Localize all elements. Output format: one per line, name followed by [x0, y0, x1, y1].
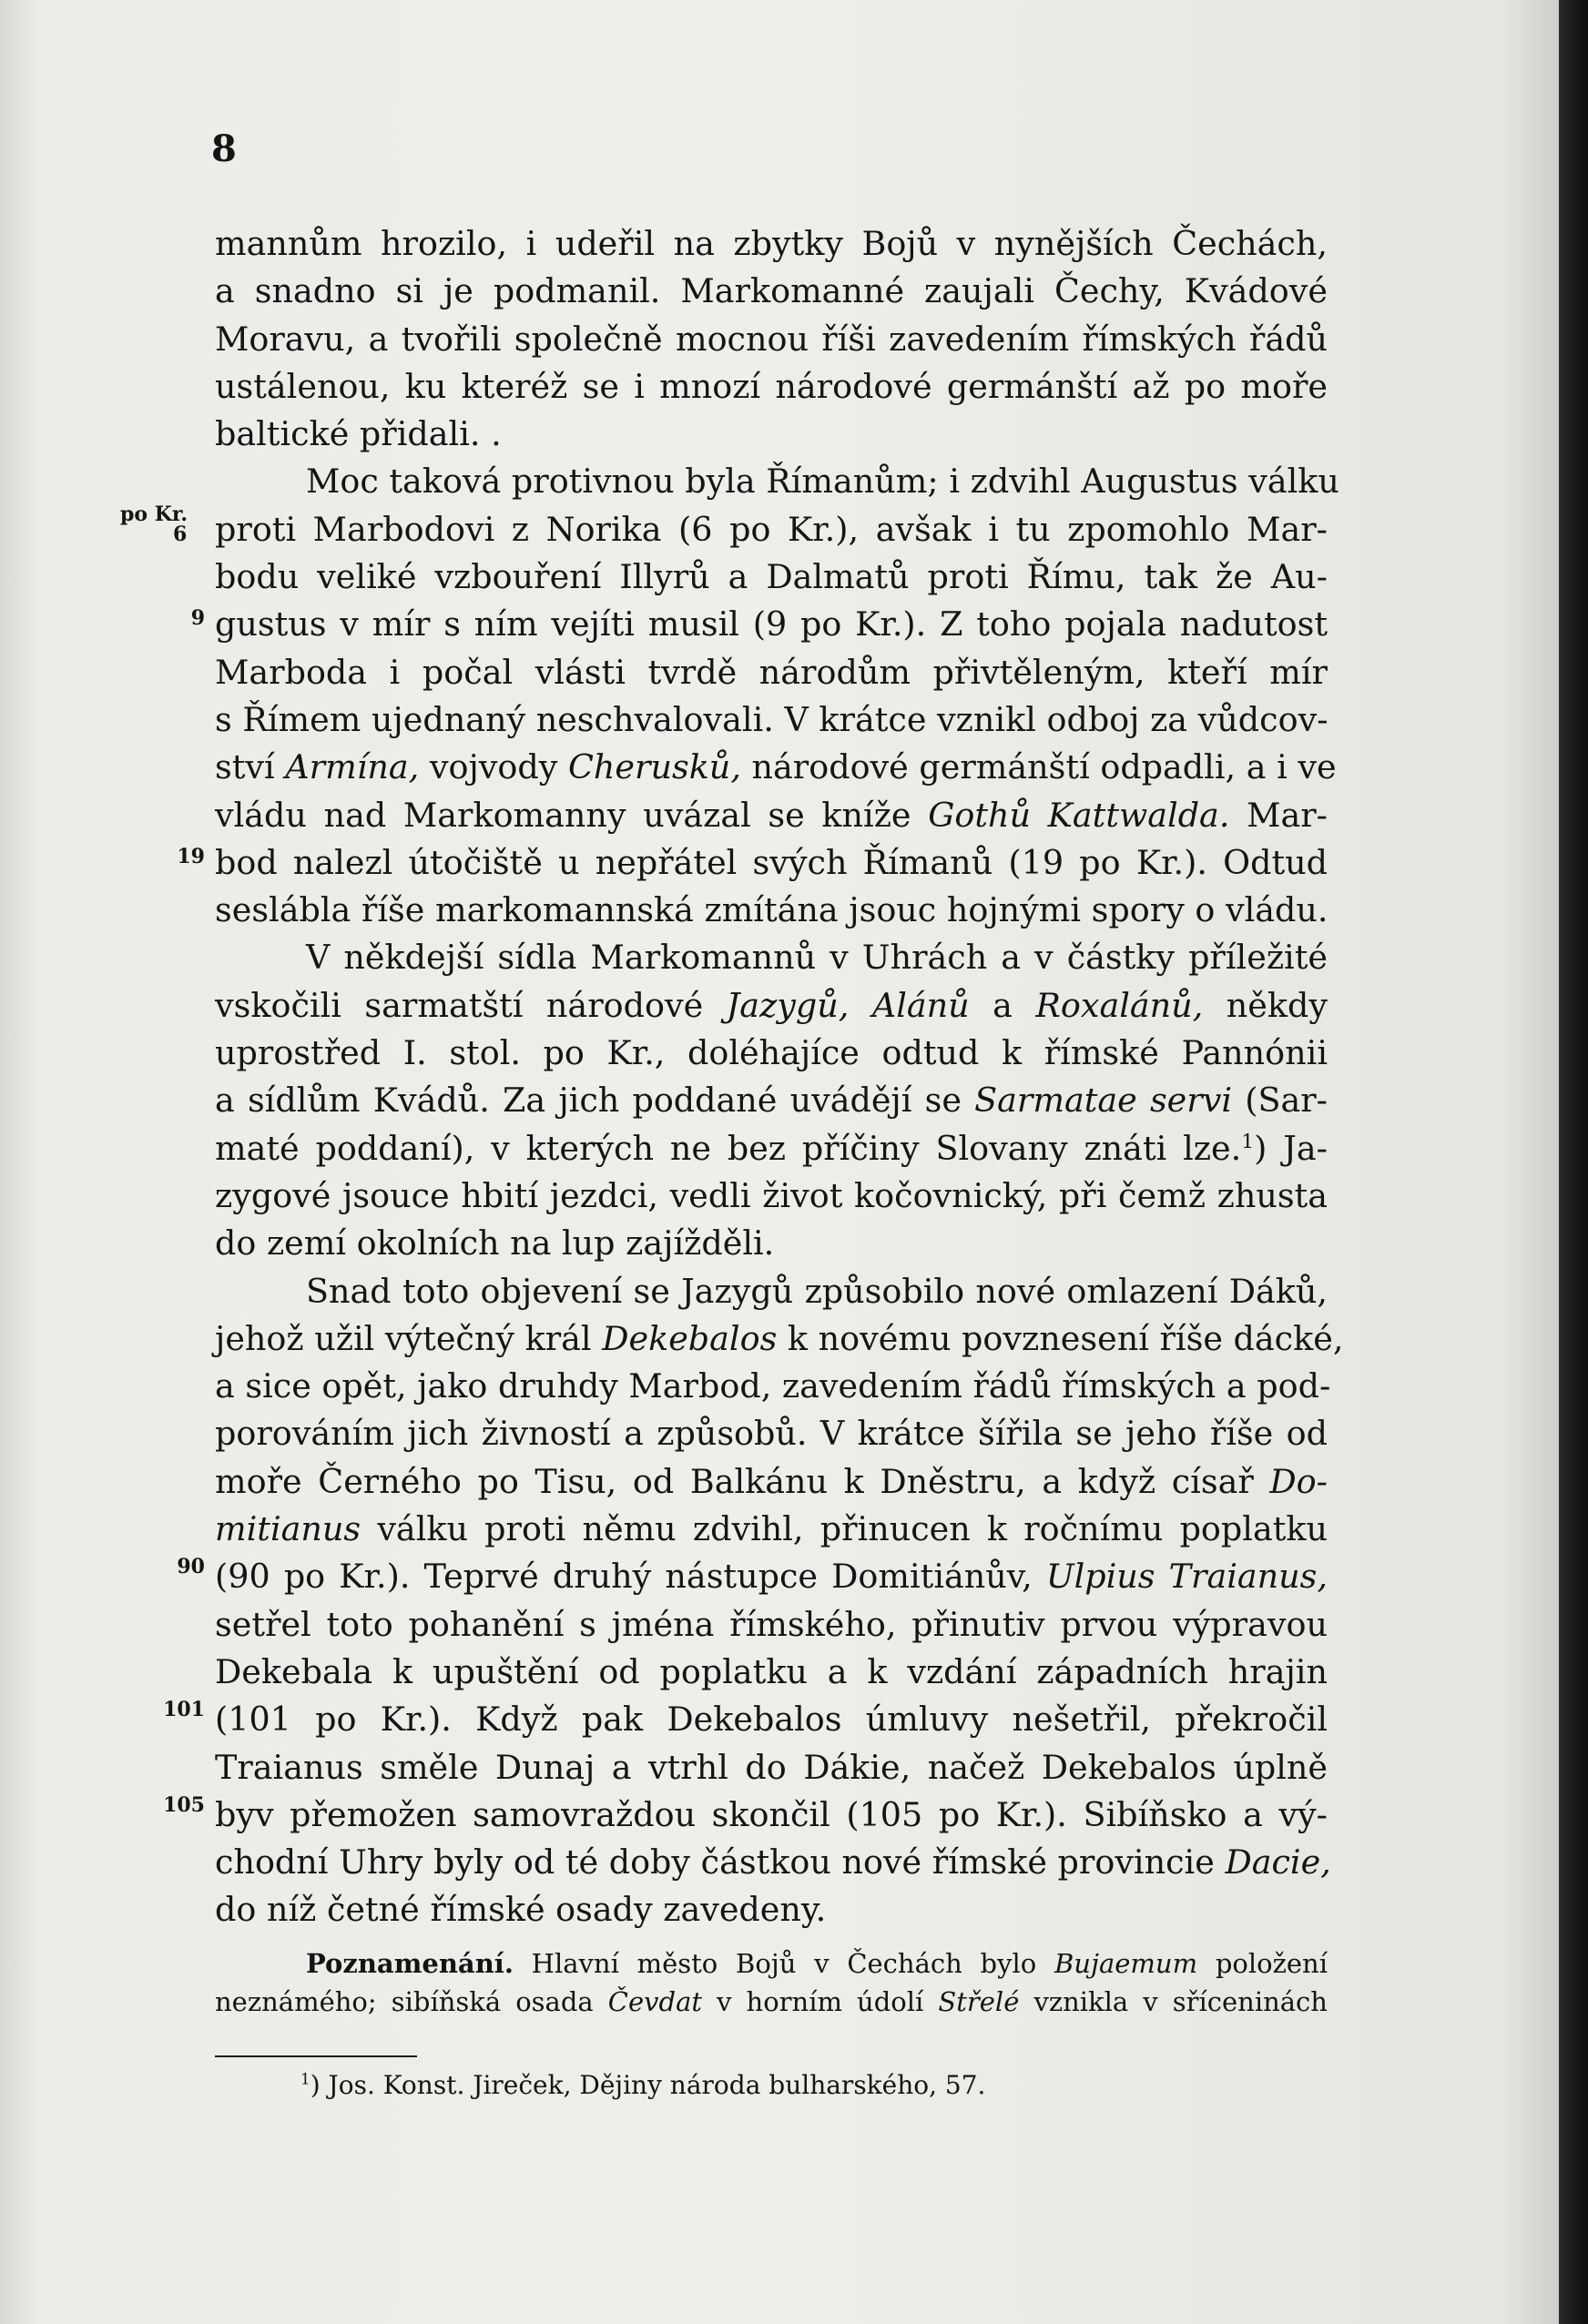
italic-name: Do-: [1269, 1461, 1328, 1501]
text-run: neznámého; sibíňská osada: [215, 1986, 608, 2017]
text-line: [215, 1077, 1328, 1124]
text-run: národové germánští odpadli, a i ve: [740, 747, 1337, 787]
text-run: vojvody: [419, 747, 568, 787]
text-line: do zemí okolních na lup zajížděli.: [215, 1223, 775, 1263]
margin-year-90: 90: [177, 1555, 205, 1578]
text-line: Snad toto objevení se Jazygů způsobilo nové omlazení Dáků,: [306, 1271, 1328, 1311]
text-run: [849, 986, 871, 1025]
italic-name: Dekebalos: [602, 1318, 778, 1358]
text-line: seslábla říše markomannská zmítána jsouc hojnými spory o vládu.: [215, 890, 1328, 930]
footnote: [300, 2066, 985, 2105]
text-run: jehož užil výtečný král: [215, 1318, 603, 1358]
footnote-reference: 1: [1241, 1130, 1255, 1153]
text-run: chodní Uhry byly od té doby částkou nové římské provincie: [215, 1842, 1226, 1883]
text-run: Mar-: [1229, 795, 1328, 835]
footnote-rule: [215, 2055, 417, 2057]
text-run: (90 po Kr.). Teprvé druhý nástupce Domitiánův,: [215, 1557, 1046, 1597]
text-run: vznikla v sříceninách: [1019, 1986, 1328, 2017]
text-run: vskočili sarmatští národové: [215, 985, 727, 1025]
margin-year: 6: [173, 523, 188, 546]
text-line: Moc taková protivnou byla Římanům; i zdvihl Augustus válku: [306, 462, 1339, 502]
text-line: Dekebala k upuštění od poplatku a k vzdání západních hrajin: [215, 1651, 1328, 1691]
italic-name: Armína,: [285, 747, 420, 787]
text-line: do níž četné římské osady zavedeny.: [215, 1890, 827, 1930]
text-line: bodu veliké vzbouření Illyrů a Dalmatů proti Římu, tak že Au-: [215, 557, 1328, 597]
text-run: ) Ja-: [1254, 1128, 1328, 1168]
italic-name: Ulpius Traianus,: [1045, 1557, 1328, 1597]
text-line: uprostřed I. stol. po Kr., doléhajíce odtud k římské Pannónii: [215, 1033, 1328, 1073]
italic-name: Bujaemum: [1054, 1948, 1198, 1979]
text-line: [215, 744, 1337, 791]
text-line: zygové jsouce hbití jezdci, vedli život kočovnický, při čemž zhusta: [215, 1175, 1328, 1215]
text-run: položení: [1197, 1948, 1328, 1979]
note-label: Poznamenání.: [306, 1948, 514, 1979]
margin-year-101: 101: [163, 1698, 205, 1721]
text-line: [215, 792, 1328, 839]
text-run: válku proti němu zdvihl, přinucen k ročnímu poplatku: [361, 1509, 1328, 1549]
text-run: a sídlům Kvádů. Za jich poddané uvádějí se: [215, 1081, 975, 1121]
text-line: [215, 1553, 1328, 1600]
text-run: (Sar-: [1232, 1081, 1328, 1121]
text-line: [215, 1506, 1328, 1553]
text-run: vládu nad Markomanny uvázal se kníže: [215, 795, 929, 835]
italic-name: Čevdat: [607, 1986, 703, 2017]
text-run: maté poddaní), v kterých ne bez příčiny Slovany znáti lze.: [215, 1128, 1242, 1168]
italic-name: Roxalánů,: [1035, 985, 1204, 1025]
text-line: [215, 1315, 1344, 1363]
text-line: ustálenou, ku kteréž se i mnozí národové germánští až po moře: [215, 366, 1328, 406]
text-line: gustus v mír s ním vejíti musil (9 po Kr.). Z toho pojala nadutost: [215, 604, 1328, 644]
note-line: [215, 1983, 1328, 2021]
note-block: [215, 1944, 1328, 2021]
margin-year-105: 105: [163, 1793, 205, 1817]
body-text: [215, 220, 1344, 1934]
text-line: byv přemožen samovraždou skončil (105 po Kr.). Sibíňsko a vý-: [215, 1794, 1328, 1834]
text-run: ství: [215, 747, 286, 787]
text-line: [215, 1839, 1331, 1886]
text-run: někdy: [1203, 985, 1328, 1025]
italic-name: Gothů Kattwalda.: [928, 795, 1230, 835]
margin-year-9: 9: [190, 606, 205, 630]
book-spine-shadow: [1559, 0, 1588, 2324]
footnote-text: ) Jos. Konst. Jireček, Dějiny národa bulharského, 57.: [310, 2070, 986, 2100]
text-line: mannům hrozilo, i udeřil na zbytky Bojů v nynějších Čechách,: [215, 224, 1328, 263]
italic-name: Alánů: [871, 985, 970, 1025]
text-line: Traianus směle Dunaj a vtrhl do Dákie, načež Dekebalos úplně: [215, 1747, 1328, 1787]
margin-note-po-kr: [120, 504, 220, 544]
text-line: [215, 1458, 1328, 1506]
margin-year-19: 19: [177, 845, 205, 868]
text-line: setřel toto pohanění s jména římského, přinutiv prvou výpravou: [215, 1604, 1328, 1644]
text-line: [215, 1125, 1328, 1172]
margin-label: po Kr.: [120, 502, 188, 526]
text-run: Hlavní město Bojů v Čechách bylo: [513, 1948, 1054, 1979]
italic-name: Jazygů,: [726, 985, 850, 1025]
text-line: Marboda i počal vlásti tvrdě národům přivtěleným, kteří mír: [215, 652, 1328, 692]
text-run: a: [969, 985, 1036, 1025]
text-line: V někdejší sídla Markomannů v Uhrách a v částky příležité: [306, 938, 1328, 978]
italic-name: Sarmatae servi: [974, 1081, 1233, 1121]
italic-name: mitianus: [215, 1509, 361, 1549]
text-line: proti Marbodovi z Norika (6 po Kr.), avšak i tu zpomohlo Mar-: [215, 509, 1328, 549]
page-number: 8: [211, 127, 237, 170]
italic-name: Střelé: [938, 1986, 1020, 2017]
italic-name: Cherusků,: [567, 747, 741, 787]
text-line: (101 po Kr.). Když pak Dekebalos úmluvy nešetřil, překročil: [215, 1700, 1328, 1740]
note-line: [215, 1944, 1328, 1983]
text-run: moře Černého po Tisu, od Balkánu k Dněstru, a když císař: [215, 1461, 1270, 1501]
text-line: baltické přidali. .: [215, 414, 502, 454]
italic-name: Dacie,: [1225, 1842, 1331, 1883]
text-run: v horním údolí: [702, 1986, 939, 2017]
text-line: porováním jich živností a způsobů. V krátce šířila se jeho říše od: [215, 1414, 1328, 1454]
footnote-mark: 1: [300, 2069, 310, 2088]
text-line: a snadno si je podmanil. Markomanné zaujali Čechy, Kvádové: [215, 271, 1328, 311]
text-line: bod nalezl útočiště u nepřátel svých Římanů (19 po Kr.). Odtud: [215, 842, 1328, 882]
text-run: k novému povznesení říše dácké,: [777, 1318, 1344, 1358]
text-line: s Římem ujednaný neschvalovali. V krátce vznikl odboj za vůdcov-: [215, 699, 1328, 739]
text-line: Moravu, a tvořili společně mocnou říši zavedením římských řádů: [215, 319, 1328, 359]
text-line: [215, 982, 1328, 1030]
text-line: a sice opět, jako druhdy Marbod, zavedením řádů římských a pod-: [215, 1366, 1331, 1406]
